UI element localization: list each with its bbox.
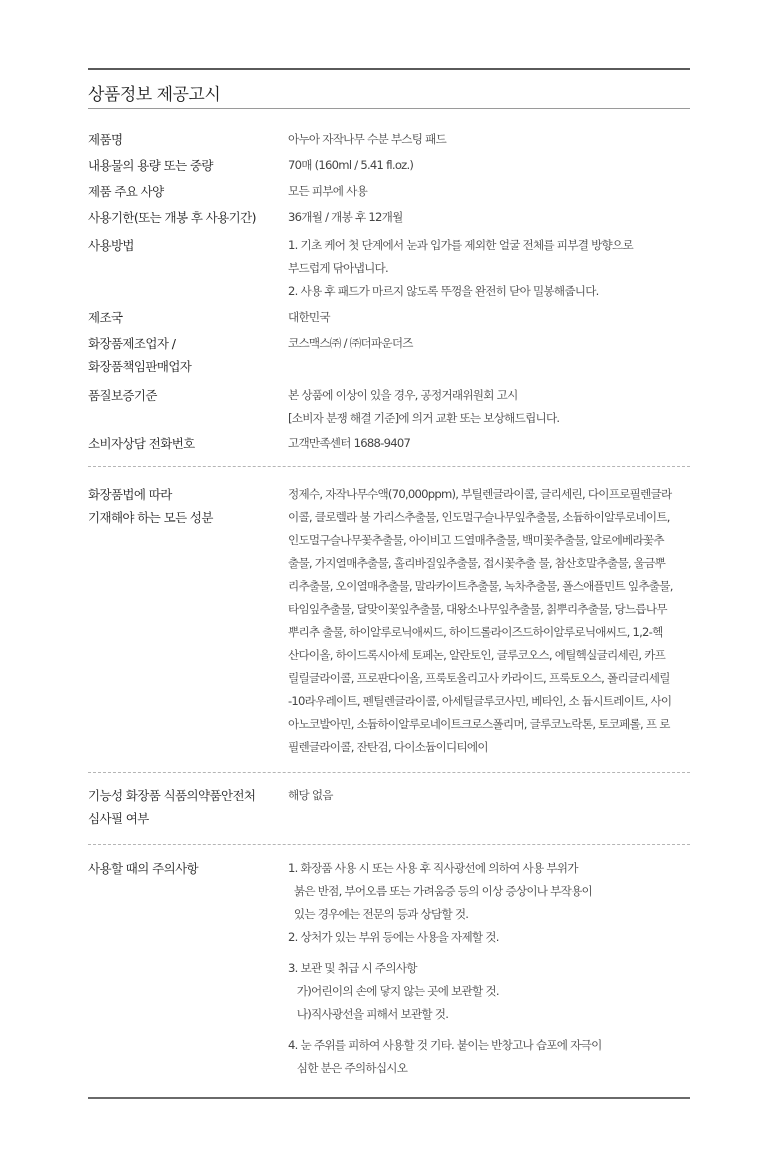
- section-divider: [88, 466, 690, 467]
- ingredients-value: [288, 483, 673, 759]
- row-label: [88, 234, 134, 257]
- section-divider: [88, 844, 690, 845]
- cautions-label-line: 사용할 때의 주의사항: [88, 861, 199, 876]
- functional-label-line: 심사필 여부: [88, 811, 149, 826]
- row-value-line: 본 상품에 이상이 있을 경우, 공정거래위원회 고시: [288, 388, 518, 402]
- section-divider: [88, 772, 690, 773]
- row-label: [88, 206, 256, 229]
- row-label: [88, 332, 191, 378]
- row-label: [88, 154, 213, 177]
- ingredients-value-line: 이콜, 클로렐라 불 가리스추출물, 인도멀구슬나무잎추출물, 소듐하이알루로네이트,: [288, 510, 670, 524]
- ingredients-value-line: 뿌리추 출물, 하이알루로닉애씨드, 하이드롤라이즈드하이알루로닉애씨드, 1,2-헥: [288, 625, 663, 639]
- ingredients-value-line: 타임잎추출물, 달맞이꽃잎추출물, 대왕소나무잎추출물, 칡뿌리추출물, 당느릅나무: [288, 602, 667, 616]
- row-value: [288, 154, 413, 177]
- functional-label: [88, 784, 255, 830]
- functional-label-line: 기능성 화장품 식품의약품안전처: [88, 788, 256, 803]
- caution-line: 있는 경우에는 전문의 등과 상담할 것.: [288, 907, 469, 921]
- functional-value: [288, 784, 333, 807]
- row-label: [88, 384, 157, 407]
- row-value: [288, 180, 367, 203]
- ingredients-value-line: 산다이올, 하이드록시아세 토페논, 알란토인, 글루코오스, 에틸헥실글리세린, 카프: [288, 648, 666, 662]
- row-value-line: 아누아 자작나무 수분 부스팅 패드: [288, 132, 447, 146]
- row-label-line: 사용기한(또는 개봉 후 사용기간): [88, 210, 256, 225]
- cautions-label: [88, 857, 198, 880]
- ingredients-value-line: 리추출물, 오이열매추출물, 말라카이트추출물, 녹차추출물, 폴스애플민트 잎추출물,: [288, 579, 673, 593]
- page-title: 상품정보 제공고시: [88, 85, 221, 105]
- row-label-line: 제조국: [88, 310, 123, 325]
- cautions-value: [288, 857, 602, 1080]
- row-label-line: 사용방법: [88, 238, 134, 253]
- row-value-line: 2. 사용 후 패드가 마르지 않도록 뚜껑을 완전히 닫아 밀봉해줍니다.: [288, 284, 599, 298]
- top-divider: [88, 68, 690, 70]
- row-value-line: 70매 (160ml / 5.41 fl.oz.): [288, 158, 414, 172]
- row-label: [88, 128, 122, 151]
- caution-line: 1. 화장품 사용 시 또는 사용 후 직사광선에 의하여 사용 부위가: [288, 861, 578, 875]
- caution-gap: [288, 1026, 602, 1034]
- ingredients-value-line: 출물, 가지열매추출물, 홀리바질잎추출물, 접시꽃추출 물, 참산호말추출물, 울금뿌: [288, 556, 666, 570]
- row-value: [288, 432, 410, 455]
- ingredients-value-line: 필렌글라이콜, 잔탄검, 다이소듐이디티에이: [288, 740, 488, 754]
- row-value-line: 부드럽게 닦아냅니다.: [288, 261, 388, 275]
- caution-line: 나)직사광선을 피해서 보관할 것.: [288, 1007, 449, 1021]
- row-value-line: 코스맥스㈜ / ㈜더파운더즈: [288, 336, 413, 350]
- row-label: [88, 306, 122, 329]
- row-label-line: 화장품제조업자 /: [88, 336, 176, 351]
- row-value: [288, 234, 633, 303]
- row-label-line: 소비자상담 전화번호: [88, 436, 195, 451]
- ingredients-value-line: 아노코발아민, 소듐하이알루로네이트크로스폴리머, 글루코노락톤, 토코페롤, 프 로: [288, 717, 670, 731]
- row-value-line: 모든 피부에 사용: [288, 184, 368, 198]
- row-label: [88, 180, 164, 203]
- ingredients-value-line: 릴릴글라이콜, 프로판다이올, 프룩토올리고사 카라이드, 프룩토오스, 폴리글리세릴: [288, 671, 670, 685]
- title-divider: [88, 108, 690, 109]
- row-label-line: 화장품책임판매업자: [88, 359, 192, 374]
- row-label-line: 제품 주요 사양: [88, 184, 164, 199]
- ingredients-label: [88, 483, 213, 529]
- row-value: [288, 384, 559, 430]
- caution-line: 붉은 반점, 부어오름 또는 가려움증 등의 이상 증상이나 부작용이: [288, 884, 592, 898]
- row-label-line: 제품명: [88, 132, 123, 147]
- row-value-line: 대한민국: [288, 310, 330, 324]
- row-value-line: 1. 기초 케어 첫 단계에서 눈과 입가를 제외한 얼굴 전체를 피부결 방향으로: [288, 238, 633, 252]
- row-value: [288, 128, 446, 151]
- functional-value-line: 해당 없음: [288, 788, 333, 802]
- caution-line: 3. 보관 및 취급 시 주의사항: [288, 961, 417, 975]
- caution-line: 심한 분은 주의하십시오: [288, 1061, 408, 1075]
- row-label-line: 내용물의 용량 또는 중량: [88, 158, 213, 173]
- row-label: [88, 432, 195, 455]
- caution-line: 2. 상처가 있는 부위 등에는 사용을 자제할 것.: [288, 930, 499, 944]
- ingredients-value-line: -10라우레이트, 펜틸렌글라이콜, 아세틸글루코사민, 베타인, 소 듐시트레이트, 사이: [288, 694, 672, 708]
- row-value-line: 고객만족센터 1688-9407: [288, 436, 411, 450]
- row-value-line: 36개월 / 개봉 후 12개월: [288, 210, 403, 224]
- caution-line: 가)어린이의 손에 닿지 않는 곳에 보관할 것.: [288, 984, 499, 998]
- ingredients-label-line: 기재해야 하는 모든 성분: [88, 510, 213, 525]
- ingredients-label-line: 화장품법에 따라: [88, 487, 172, 502]
- row-label-line: 품질보증기준: [88, 388, 157, 403]
- caution-line: 4. 눈 주위를 피하여 사용할 것 기타. 붙이는 반창고나 습포에 자극이: [288, 1038, 602, 1052]
- row-value: [288, 306, 330, 329]
- bottom-divider: [88, 1097, 690, 1099]
- row-value-line: [소비자 분쟁 해결 기준]에 의거 교환 또는 보상해드립니다.: [288, 411, 560, 425]
- caution-gap: [288, 949, 602, 957]
- ingredients-value-line: 인도멀구슬나무꽃추출물, 아이비고 드열매추출물, 백미꽃추출물, 알로에베라꽃추: [288, 533, 664, 547]
- row-value: [288, 206, 403, 229]
- ingredients-value-line: 정제수, 자작나무수액(70,000ppm), 부틸렌글라이콜, 글리세린, 다이프로필렌글라: [288, 487, 672, 501]
- row-value: [288, 332, 413, 355]
